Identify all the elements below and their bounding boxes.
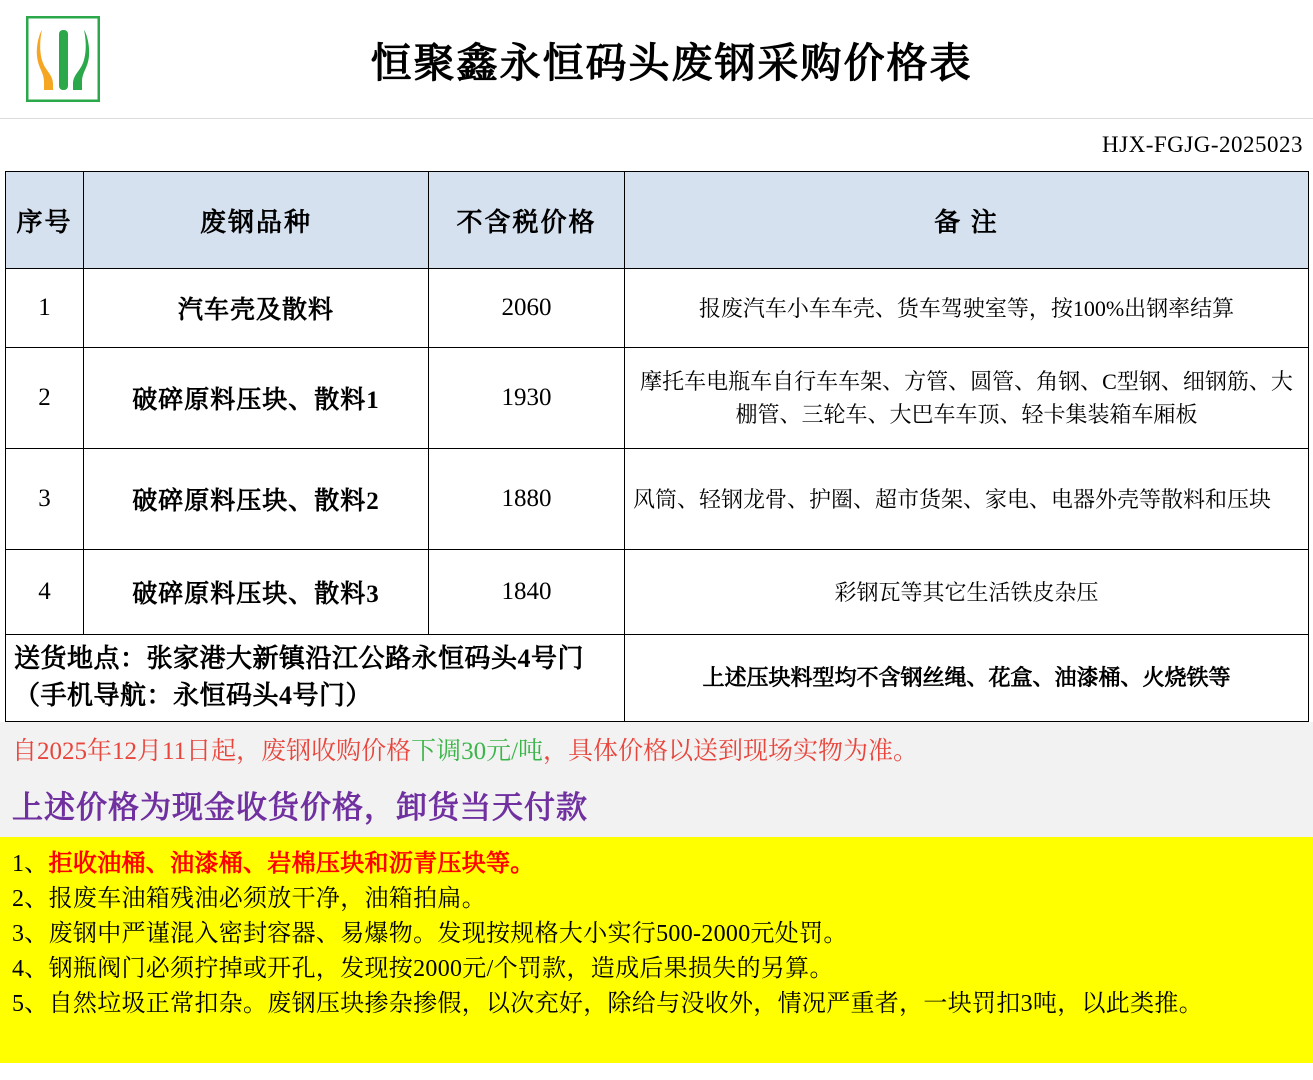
notice-part-change: 下调30元/吨 <box>411 737 544 765</box>
rule-index: 5、 <box>12 990 49 1017</box>
rule-index: 4、 <box>12 955 49 982</box>
rule-item <box>12 882 1301 917</box>
document-number-row <box>0 119 1313 171</box>
delivery-address-note: 上述压块料型均不含钢丝绳、花盒、油漆桶、火烧铁等 <box>625 635 1309 722</box>
rule-text: 废钢中严谨混入密封容器、易爆物。发现按规格大小实行500-2000元处罚。 <box>48 920 848 947</box>
table-row <box>6 348 1309 449</box>
cell-price: 1880 <box>429 449 625 550</box>
cell-no: 3 <box>6 449 84 550</box>
rule-index: 3、 <box>12 920 49 947</box>
rule-index: 1、 <box>12 851 49 878</box>
company-logo-icon <box>26 16 100 102</box>
notice-part-tail: ，具体价格以送到现场实物为准。 <box>543 737 919 765</box>
table-header-row <box>6 172 1309 269</box>
cell-price: 2060 <box>429 269 625 348</box>
document-number: HJX-FGJG-2025023 <box>1102 132 1303 157</box>
cell-no: 1 <box>6 269 84 348</box>
cell-kind: 破碎原料压块、散料3 <box>84 550 429 635</box>
cell-no: 4 <box>6 550 84 635</box>
page-title: 恒聚鑫永恒码头废钢采购价格表 <box>370 39 973 86</box>
payment-notice: 上述价格为现金收货价格，卸货当天付款 <box>12 790 588 826</box>
rules-block <box>0 837 1313 1063</box>
cell-kind: 破碎原料压块、散料2 <box>84 449 429 550</box>
cell-note: 彩钢瓦等其它生活铁皮杂压 <box>625 550 1309 635</box>
rule-text: 钢瓶阀门必须拧掉或开孔，发现按2000元/个罚款，造成后果损失的另算。 <box>48 955 834 982</box>
column-header-no: 序号 <box>6 172 84 269</box>
rule-text: 自然垃圾正常扣杂。废钢压块掺杂掺假，以次充好，除给与没收外，情况严重者，一块罚扣3吨，以此类推。 <box>48 990 1204 1017</box>
column-header-price: 不含税价格 <box>429 172 625 269</box>
notice-part-subject: 废钢收购价格 <box>261 737 412 765</box>
price-notice-block <box>0 722 1313 838</box>
notice-part-date: 自2025年12月11日起， <box>12 737 262 765</box>
table-row <box>6 269 1309 348</box>
cell-price: 1840 <box>429 550 625 635</box>
price-table <box>5 171 1309 722</box>
cell-kind: 破碎原料压块、散料1 <box>84 348 429 449</box>
delivery-address: 送货地点：张家港大新镇沿江公路永恒码头4号门（手机导航：永恒码头4号门） <box>6 635 625 722</box>
cell-note: 摩托车电瓶车自行车车架、方管、圆管、角钢、C型钢、细钢筋、大棚管、三轮车、大巴车车顶、轻卡集装箱车厢板 <box>625 348 1309 449</box>
rule-item <box>12 847 1301 882</box>
rule-item <box>12 952 1301 987</box>
document-header <box>0 0 1313 119</box>
cell-note: 风筒、轻钢龙骨、护圈、超市货架、家电、电器外壳等散料和压块 <box>625 449 1309 550</box>
rule-item <box>12 987 1301 1022</box>
table-row <box>6 550 1309 635</box>
price-change-notice <box>12 736 1301 769</box>
column-header-kind: 废钢品种 <box>84 172 429 269</box>
rule-index: 2、 <box>12 886 49 913</box>
table-row <box>6 449 1309 550</box>
rule-highlight: 拒收油桶、油漆桶、岩棉压块和沥青压块等。 <box>48 851 535 878</box>
rule-text: 报废车油箱残油必须放干净，油箱拍扁。 <box>48 886 487 913</box>
cell-no: 2 <box>6 348 84 449</box>
cell-kind: 汽车壳及散料 <box>84 269 429 348</box>
cell-note: 报废汽车小车车壳、货车驾驶室等，按100%出钢率结算 <box>625 269 1309 348</box>
cell-price: 1930 <box>429 348 625 449</box>
rule-item <box>12 917 1301 952</box>
table-footer-row <box>6 635 1309 722</box>
column-header-note: 备 注 <box>625 172 1309 269</box>
